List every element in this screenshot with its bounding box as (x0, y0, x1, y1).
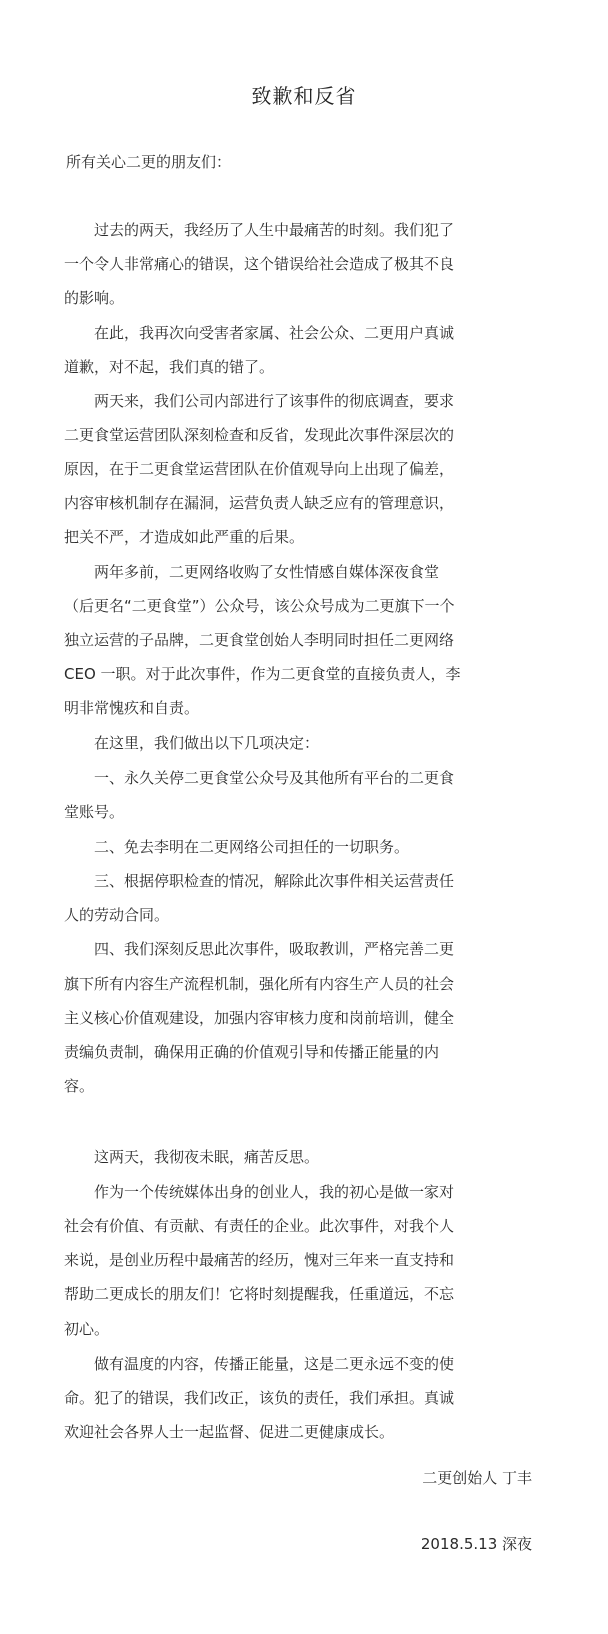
letter-line: 来说，是创业历程中最痛苦的经历，愧对三年来一直支持和 (64, 1251, 455, 1269)
signature: 二更创始人 丁丰 (422, 1469, 532, 1487)
letter-line: 在此，我再次向受害者家属、社会公众、二更用户真诚 (94, 324, 455, 342)
letter-line: 社会有价值、有贡献、有责任的企业。此次事件，对我个人 (64, 1217, 455, 1235)
letter-line: 独立运营的子品牌，二更食堂创始人李明同时担任二更网络 (64, 631, 455, 649)
letter-line: CEO 一职。对于此次事件，作为二更食堂的直接负责人，李 (64, 665, 461, 683)
letter-line: 一个令人非常痛心的错误，这个错误给社会造成了极其不良 (64, 255, 455, 273)
letter-line: 二、免去李明在二更网络公司担任的一切职务。 (94, 838, 410, 856)
letter-title: 致歉和反省 (251, 84, 357, 108)
letter-line: 二更食堂运营团队深刻检查和反省，发现此次事件深层次的 (64, 426, 455, 444)
letter-line: 过去的两天，我经历了人生中最痛苦的时刻。我们犯了 (94, 221, 455, 239)
letter-line: 做有温度的内容，传播正能量，这是二更永远不变的使 (94, 1355, 455, 1373)
letter-line: 在这里，我们做出以下几项决定： (94, 734, 320, 752)
letter-line: 三、根据停职检查的情况，解除此次事件相关运营责任 (94, 872, 455, 890)
letter-line: 初心。 (64, 1320, 110, 1338)
letter-line: 四、我们深刻反思此次事件，吸取教训，严格完善二更 (94, 940, 455, 958)
letter-line: 责编负责制，确保用正确的价值观引导和传播正能量的内 (64, 1043, 440, 1061)
letter-line: （后更名“二更食堂”）公众号，该公众号成为二更旗下一个 (64, 597, 455, 615)
letter-line: 的影响。 (64, 289, 125, 307)
letter-line: 明非常愧疚和自责。 (64, 699, 200, 717)
letter-line: 作为一个传统媒体出身的创业人，我的初心是做一家对 (94, 1183, 455, 1201)
salutation: 所有关心二更的朋友们： (66, 153, 232, 171)
letter-line: 旗下所有内容生产流程机制，强化所有内容生产人员的社会 (64, 975, 455, 993)
letter-line: 把关不严，才造成如此严重的后果。 (64, 528, 305, 546)
letter-line: 欢迎社会各界人士一起监督、促进二更健康成长。 (64, 1423, 395, 1441)
letter-line: 内容审核机制存在漏洞，运营负责人缺乏应有的管理意识， (64, 494, 455, 512)
letter-line: 一、永久关停二更食堂公众号及其他所有平台的二更食 (94, 769, 455, 787)
letter-line: 两天来，我们公司内部进行了该事件的彻底调查，要求 (94, 392, 455, 410)
letter-line: 帮助二更成长的朋友们！它将时刻提醒我，任重道远，不忘 (64, 1285, 455, 1303)
letter-line: 命。犯了的错误，我们改正，该负的责任，我们承担。真诚 (64, 1389, 455, 1407)
letter-line: 容。 (64, 1077, 95, 1095)
letter-line: 两年多前，二更网络收购了女性情感自媒体深夜食堂 (94, 563, 440, 581)
letter-line: 人的劳动合同。 (64, 906, 170, 924)
letter-line: 道歉，对不起，我们真的错了。 (64, 358, 275, 376)
letter-line: 主义核心价值观建设，加强内容审核力度和岗前培训，健全 (64, 1009, 455, 1027)
letter-date: 2018.5.13 深夜 (420, 1535, 532, 1553)
letter-line: 这两天，我彻夜未眠，痛苦反思。 (94, 1148, 320, 1166)
letter-line: 堂账号。 (64, 803, 125, 821)
letter-line: 原因，在于二更食堂运营团队在价值观导向上出现了偏差， (64, 460, 455, 478)
